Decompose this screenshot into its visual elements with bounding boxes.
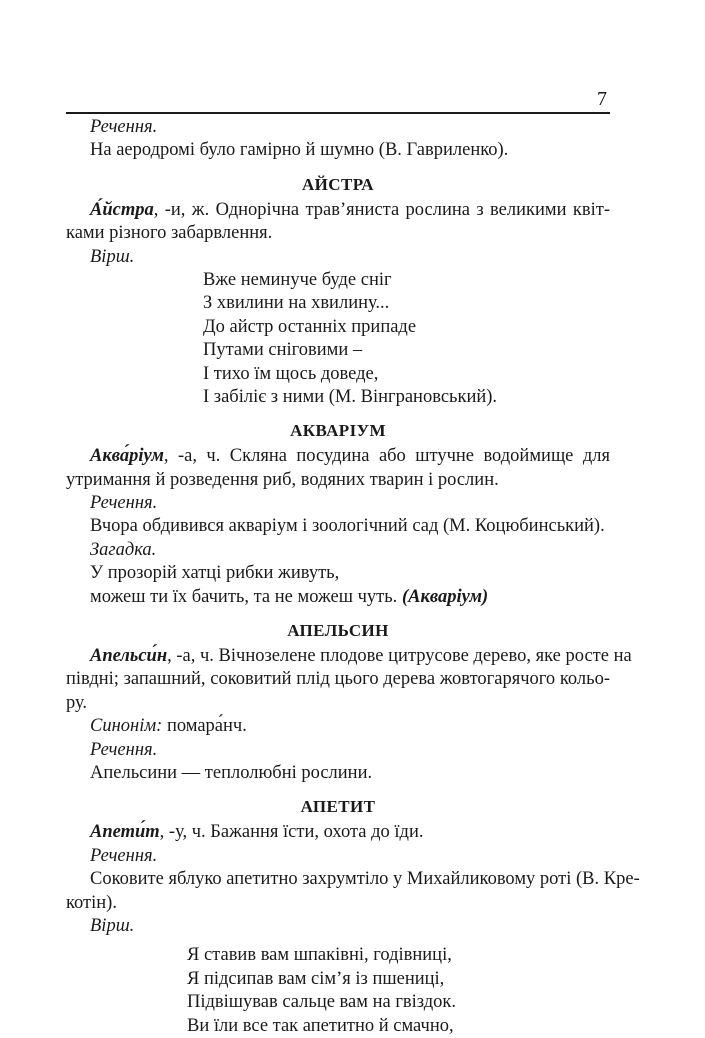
definition-apetyt	[66, 821, 610, 844]
header-rule	[66, 112, 610, 114]
synonym-label: Синонім:	[90, 716, 163, 737]
riddle-label: Загадка.	[90, 539, 157, 560]
poem-line: Вже неминуче буде сніг	[203, 269, 392, 290]
example-sentence: Апельсини — теплолюбні рослини.	[90, 762, 373, 783]
example-sentence: Соковите яблуко апетитно захрумтіло у Михайликовому роті (В. Кре-	[90, 869, 640, 890]
definition-text: , -а, ч. Скляна посудина або штучне водоймище для	[163, 446, 610, 467]
headword: А́йстра	[90, 199, 154, 220]
poem-line: З хвилини на хвилину...	[203, 293, 390, 314]
entry-heading-apetyt: АПЕТИТ	[300, 797, 376, 817]
example-sentence: Вчора обдивився акваріум і зоологічний сад (М. Коцюбинський).	[90, 516, 605, 537]
sentence-label: Речення.	[90, 739, 158, 760]
intro-label: Речення.	[90, 117, 158, 137]
synonym-word: помара́нч.	[166, 716, 247, 737]
poem-label: Вірш.	[90, 246, 135, 267]
poem-apetyt	[66, 944, 610, 1038]
riddle-line: У прозорій хатці рибки живуть,	[90, 563, 340, 584]
definition-apelsyn-cont: півдні; запашний, соковитий плід цього дерева жовтогарячого кольо-	[66, 669, 610, 690]
definition-apelsyn-cont2: ру.	[66, 692, 88, 713]
poem-line: Я підсипав вам сім’я із пшениці,	[187, 968, 445, 989]
definition-text: , -а, ч. Вічнозелене плодове цитрусове дерево, яке росте на	[167, 646, 632, 667]
riddle-line	[66, 586, 610, 609]
definition-aistra	[66, 199, 610, 222]
synonym-line	[66, 715, 610, 738]
example-sentence-cont: котін).	[66, 892, 117, 913]
riddle-text: можеш ти їх бачить, та не можеш чуть.	[90, 586, 398, 607]
poem-line: І тихо їм щось доведе,	[203, 363, 379, 384]
headword: Аква́ріум	[90, 446, 164, 467]
poem-line: Підвішував сальце вам на гвіздок.	[187, 992, 457, 1013]
headword: Апети́т	[90, 822, 160, 843]
poem-line: Путами сніговими –	[203, 340, 363, 361]
poem-line: І забіліє з ними (М. Вінграновський).	[203, 386, 498, 407]
poem-label: Вірш.	[90, 915, 135, 936]
entry-heading-apelsyn: АПЕЛЬСИН	[287, 621, 389, 641]
definition-text: , -и, ж. Однорічна трав’яниста рослина з великими квіт-	[153, 199, 610, 220]
headword: Апельси́н	[90, 646, 168, 667]
definition-text: , -у, ч. Бажання їсти, охота до їди.	[159, 822, 424, 843]
intro-sentence: На аеродромі було гамірно й шумно (В. Гавриленко).	[90, 140, 509, 161]
poem-line: Ви їли все так апетитно й смачно,	[187, 1015, 454, 1036]
riddle-answer: (Акваріум)	[401, 586, 489, 607]
definition-apelsyn	[66, 645, 632, 668]
poem-line: До айстр останніх припаде	[203, 316, 417, 337]
poem-aistra	[66, 269, 610, 409]
sentence-label: Речення.	[90, 493, 158, 514]
definition-aistra-cont: ками різного забарвлення.	[66, 223, 273, 244]
sentence-label: Речення.	[90, 845, 158, 866]
definition-akvarium-cont: утримання й розведення риб, водяних тварин і рослин.	[66, 469, 499, 490]
poem-line: Я ставив вам шпаківні, годівниці,	[187, 945, 452, 966]
page-number: 7	[597, 88, 607, 110]
definition-akvarium	[66, 445, 610, 468]
page-content	[66, 116, 640, 1038]
entry-heading-aistra: АЙСТРА	[301, 174, 374, 194]
entry-heading-akvarium: АКВАРІУМ	[290, 421, 386, 441]
